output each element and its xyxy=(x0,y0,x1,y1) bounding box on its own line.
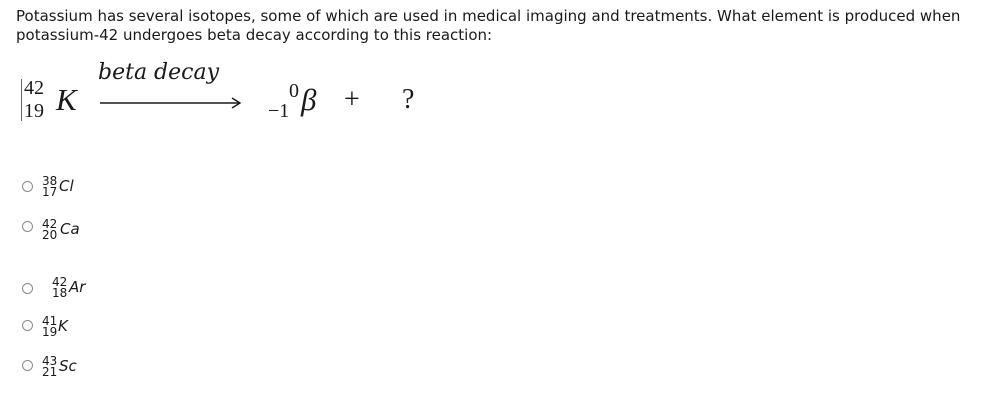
beta-symbol: β xyxy=(301,82,317,117)
option-mass-number: 42 xyxy=(52,275,68,289)
reactant-atomic-number: 19 xyxy=(24,100,44,122)
option-atomic-number: 19 xyxy=(42,325,58,339)
option-symbol: Cl xyxy=(59,177,74,195)
reactant-mass-number: 42 xyxy=(24,77,44,99)
arrow-label: beta decay xyxy=(98,60,220,85)
option-atomic-number: 20 xyxy=(42,228,58,242)
option-symbol: Ca xyxy=(60,220,80,238)
reactant-symbol: K xyxy=(56,82,77,117)
radio-button[interactable] xyxy=(22,181,33,192)
reactant-bracket xyxy=(21,79,22,121)
beta-mass-number: 0 xyxy=(289,80,299,102)
radio-button[interactable] xyxy=(22,221,33,232)
option-symbol: Sc xyxy=(59,357,77,375)
radio-button[interactable] xyxy=(22,360,33,371)
beta-atomic-number: −1 xyxy=(268,100,290,122)
option-mass-number: 38 xyxy=(42,174,58,188)
reaction-arrow-icon xyxy=(100,96,244,110)
option-symbol: K xyxy=(58,317,68,335)
unknown-product: ? xyxy=(402,84,415,115)
question-line-1: Potassium has several isotopes, some of which are used in medical imaging and treatments. What element is produced when xyxy=(16,7,961,25)
option-symbol: Ar xyxy=(69,278,86,296)
option-atomic-number: 21 xyxy=(42,365,58,379)
radio-button[interactable] xyxy=(22,283,33,294)
option-atomic-number: 18 xyxy=(52,286,68,300)
question-line-2: potassium-42 undergoes beta decay according to this reaction: xyxy=(16,26,493,44)
option-mass-number: 41 xyxy=(42,314,58,328)
option-mass-number: 43 xyxy=(42,354,58,368)
radio-button[interactable] xyxy=(22,320,33,331)
reaction-equation xyxy=(0,0,992,130)
plus-sign: + xyxy=(344,84,360,115)
option-mass-number: 42 xyxy=(42,217,58,231)
option-atomic-number: 17 xyxy=(42,185,58,199)
